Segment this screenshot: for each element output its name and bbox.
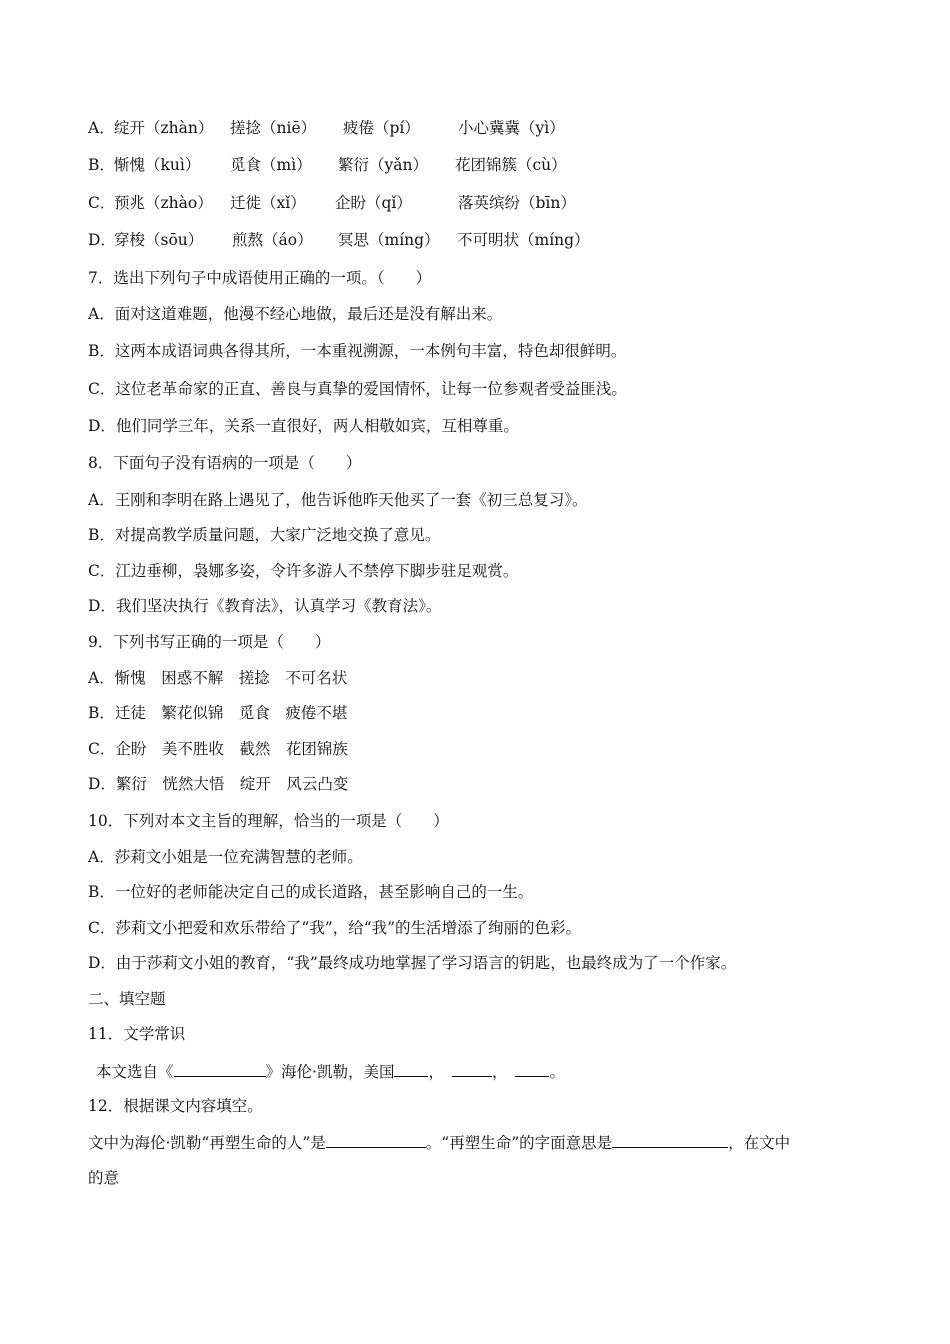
- q11-text: ，: [428, 1063, 444, 1081]
- word-item: 疲倦（pí）: [343, 119, 420, 137]
- word-item: 煎熬（áo）: [232, 231, 313, 249]
- q12-text: 。“再塑生命”的字面意思是: [425, 1134, 613, 1152]
- word-item: 小心冀冀（yì）: [458, 119, 565, 137]
- q11-stem: 11．文学常识: [88, 1025, 186, 1043]
- q8-option-d: D．我们坚决执行《教育法》，认真学习《教育法》。: [88, 597, 442, 615]
- word-item: 绽开（zhàn）: [114, 119, 214, 137]
- q7-option-a: A．面对这道难题，他漫不经心地做，最后还是没有解出来。: [88, 305, 503, 323]
- q11-blank-2[interactable]: [452, 1060, 492, 1077]
- q12-blank-1[interactable]: [326, 1131, 426, 1148]
- q9-option-d: D．繁衍 恍然大悟 绽开 风云凸变: [88, 775, 349, 793]
- q11-blank-3[interactable]: [515, 1060, 549, 1077]
- q9-option-a: A．惭愧 困惑不解 搓捻 不可名状: [88, 669, 348, 687]
- word-item: 穿梭（sōu）: [114, 231, 204, 249]
- q11-fill-line: [96, 1060, 565, 1082]
- q11-text: ，: [491, 1063, 508, 1081]
- q11-blank-book[interactable]: [174, 1060, 266, 1077]
- q7-option-d: D．他们同学三年，关系一直很好，两人相敬如宾，互相尊重。: [88, 417, 519, 435]
- q8-option-a: A．王刚和李明在路上遇见了，他告诉他昨天他买了一套《初三总复习》。: [88, 491, 588, 509]
- q7-option-b: B．这两本成语词典各得其所，一本重视溯源，一本例句丰富，特色却很鲜明。: [88, 342, 627, 360]
- q8-option-b: B．对提高教学质量问题，大家广泛地交换了意见。: [88, 526, 441, 544]
- q7-option-c: C．这位老革命家的正直、善良与真挚的爱国情怀，让每一位参观者受益匪浅。: [88, 380, 627, 398]
- word-item: 冥思（míng）: [338, 231, 440, 249]
- option-label: C．: [88, 194, 116, 212]
- word-item: 预兆（zhào）: [114, 194, 213, 212]
- q9-stem: 9．下列书写正确的一项是（ ）: [88, 633, 331, 651]
- word-item: 迁徙（xǐ）: [230, 194, 306, 212]
- word-item: 花团锦簇（cù）: [455, 156, 567, 174]
- word-item: 惭愧（kuì）: [114, 156, 201, 174]
- q10-stem: 10．下列对本文主旨的理解，恰当的一项是（ ）: [88, 812, 449, 830]
- q9-option-b: B．迁徒 繁花似锦 觅食 疲倦不堪: [88, 704, 348, 722]
- q11-text: 》海伦·凯勒，美国: [265, 1063, 395, 1081]
- word-item: 觅食（mì）: [230, 156, 312, 174]
- q12-continuation: 的意: [88, 1169, 120, 1187]
- q12-blank-2[interactable]: [612, 1131, 728, 1148]
- word-item: 不可明状（míng）: [457, 231, 590, 249]
- option-label: D．: [88, 231, 116, 249]
- q8-option-c: C．江边垂柳，袅娜多姿，令许多游人不禁停下脚步驻足观赏。: [88, 562, 519, 580]
- q9-option-c: C．企盼 美不胜收 截然 花团锦族: [88, 740, 348, 758]
- word-item: 落英缤纷（bīn）: [458, 194, 576, 212]
- q10-option-d: D．由于莎莉文小姐的教育，“我”最终成功地掌握了学习语言的钥匙，也最终成为了一个作家。: [88, 954, 737, 972]
- word-item: 企盼（qǐ）: [335, 194, 412, 212]
- q10-option-a: A．莎莉文小姐是一位充满智慧的老师。: [88, 848, 363, 866]
- option-label: B．: [88, 156, 115, 174]
- word-item: 搓捻（niē）: [230, 119, 317, 137]
- option-label: A．: [88, 119, 115, 137]
- q10-option-b: B．一位好的老师能决定自己的成长道路，甚至影响自己的一生。: [88, 883, 534, 901]
- q10-option-c: C．莎莉文小把爱和欢乐带给了“我”，给“我”的生活增添了绚丽的色彩。: [88, 919, 582, 937]
- q11-text: 本文选自《: [96, 1063, 174, 1081]
- q12-stem: 12．根据课文内容填空。: [88, 1097, 263, 1115]
- q8-stem: 8．下面句子没有语病的一项是（ ）: [88, 454, 362, 472]
- q12-text: 文中为海伦·凯勒“再塑生命的人”是: [88, 1134, 326, 1152]
- q11-blank-1[interactable]: [394, 1060, 428, 1077]
- q12-text: ，在文中: [728, 1134, 791, 1152]
- word-item: 繁衍（yǎn）: [338, 156, 428, 174]
- section-heading: 二、填空题: [88, 990, 166, 1008]
- q11-text: 。: [549, 1063, 565, 1081]
- q12-fill-line: [88, 1131, 790, 1153]
- q7-stem: 7．选出下列句子中成语使用正确的一项。（ ）: [88, 269, 432, 287]
